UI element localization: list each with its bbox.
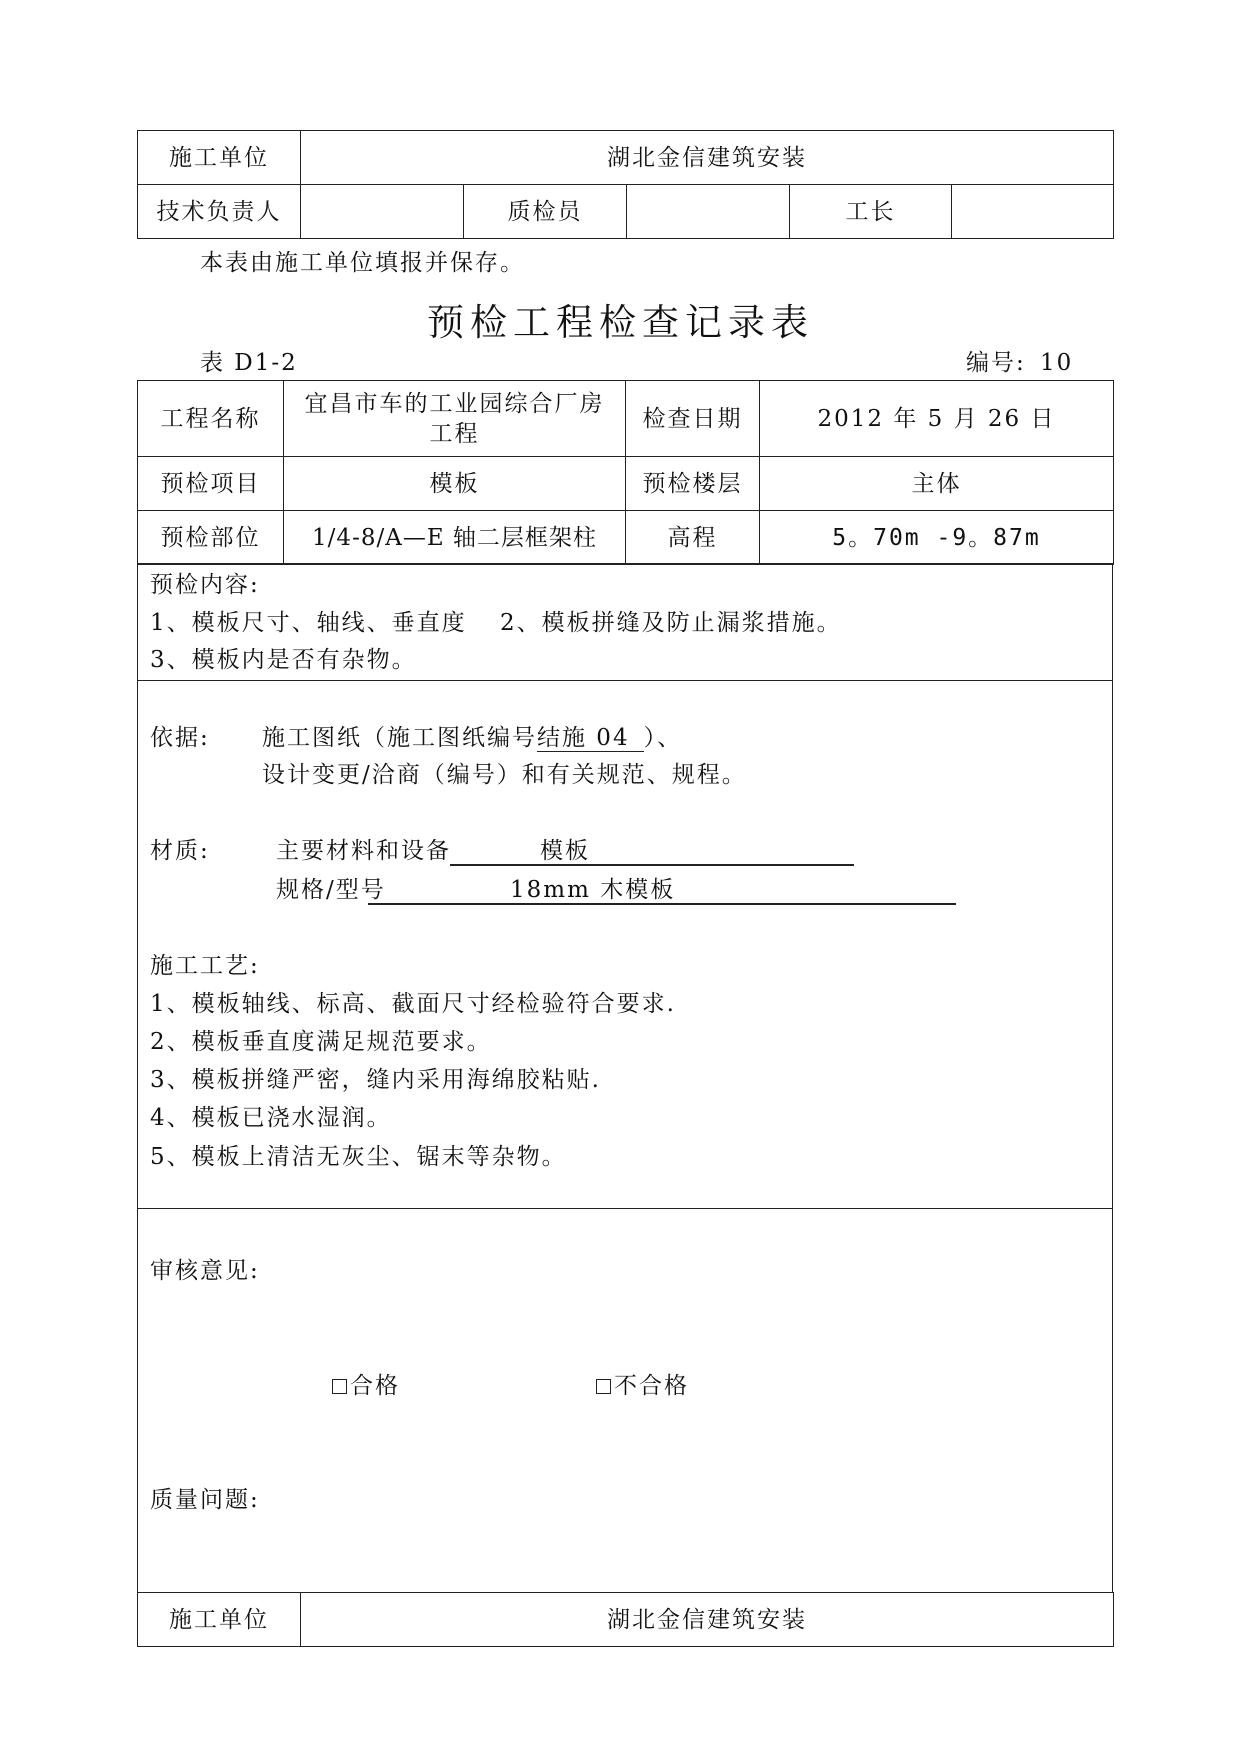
- material-label: 材质:: [150, 838, 210, 864]
- bottom-unit-value: 湖北金信建筑安装: [301, 1593, 1114, 1647]
- info-table: [137, 380, 1114, 565]
- inspection-date-label: 检查日期: [626, 381, 760, 457]
- fail-label: 不合格: [614, 1373, 689, 1399]
- note: 本表由施工单位填报并保存。: [200, 250, 525, 276]
- basis-label: 依据:: [150, 725, 210, 751]
- project-name-value: [284, 381, 626, 457]
- inspector-label: 质检员: [464, 185, 627, 239]
- process-item: 5、模板上清洁无灰尘、锯末等杂物。: [150, 1144, 567, 1170]
- bottom-unit-label: 施工单位: [138, 1593, 301, 1647]
- basis-line1-post: ）、: [643, 725, 683, 751]
- project-name-line1: 宜昌市车的工业园综合厂房: [304, 390, 605, 417]
- unit-label: 施工单位: [138, 131, 301, 185]
- process-item: 3、模板拼缝严密，缝内采用海绵胶粘贴.: [150, 1067, 601, 1093]
- content-heading: 预检内容:: [150, 572, 260, 598]
- elevation-value: 5。70m -9。87m: [760, 511, 1114, 565]
- inspector-value[interactable]: [627, 185, 790, 239]
- precheck-part-value: 1/4-8/A—E 轴二层框架柱: [284, 511, 626, 565]
- tech-lead-value[interactable]: [301, 185, 464, 239]
- serial-value: 10: [1040, 350, 1074, 376]
- precheck-item-label: 预检项目: [138, 457, 284, 511]
- pass-option[interactable]: [332, 1371, 400, 1401]
- unit-value: 湖北金信建筑安装: [301, 131, 1114, 185]
- page-title: 预检工程检查记录表: [427, 301, 814, 344]
- process-item: 1、模板轴线、标高、截面尺寸经检验符合要求.: [150, 991, 676, 1017]
- serial-label: 编号:: [966, 350, 1026, 376]
- inspection-date-value: 2012 年 5 月 26 日: [760, 381, 1114, 457]
- basis-line1-pre: 施工图纸（施工图纸编号: [262, 725, 537, 751]
- main-material-value: 模板: [540, 838, 590, 864]
- process-item: 4、模板已浇水湿润。: [150, 1105, 392, 1131]
- foreman-value[interactable]: [952, 185, 1114, 239]
- project-name-line2: 工程: [429, 420, 480, 447]
- content-line2: 3、模板内是否有杂物。: [150, 647, 417, 673]
- main-material-underline: [450, 864, 854, 866]
- top-signature-table: [137, 130, 1114, 239]
- quality-issue-label: 质量问题:: [150, 1487, 260, 1513]
- project-name-label: 工程名称: [138, 381, 284, 457]
- tech-lead-label: 技术负责人: [138, 185, 301, 239]
- precheck-item-value: 模板: [284, 457, 626, 511]
- drawing-code: 结施 04: [537, 725, 644, 752]
- fail-checkbox[interactable]: [596, 1379, 611, 1394]
- spec-label: 规格/型号: [276, 877, 386, 903]
- process-item: 2、模板垂直度满足规范要求。: [150, 1029, 492, 1055]
- precheck-part-label: 预检部位: [138, 511, 284, 565]
- bottom-unit-table: [137, 1592, 1114, 1647]
- basis-line2: 设计变更/洽商（编号）和有关规范、规程。: [262, 762, 747, 788]
- foreman-label: 工长: [790, 185, 952, 239]
- pass-checkbox[interactable]: [332, 1379, 347, 1394]
- elevation-label: 高程: [626, 511, 760, 565]
- basis-line1: [262, 723, 682, 753]
- main-material-label: 主要材料和设备: [276, 838, 451, 864]
- content-line1b: 2、模板拼缝及防止漏浆措施。: [500, 610, 842, 636]
- precheck-floor-value: 主体: [760, 457, 1114, 511]
- spec-value: 18mm 木模板: [510, 877, 676, 903]
- form-code: 表 D1-2: [200, 350, 298, 376]
- content-line1: 1、模板尺寸、轴线、垂直度: [150, 610, 467, 636]
- precheck-floor-label: 预检楼层: [626, 457, 760, 511]
- review-label: 审核意见:: [150, 1258, 260, 1284]
- fail-option[interactable]: [596, 1371, 689, 1401]
- process-label: 施工工艺:: [150, 953, 260, 979]
- pass-label: 合格: [350, 1373, 400, 1399]
